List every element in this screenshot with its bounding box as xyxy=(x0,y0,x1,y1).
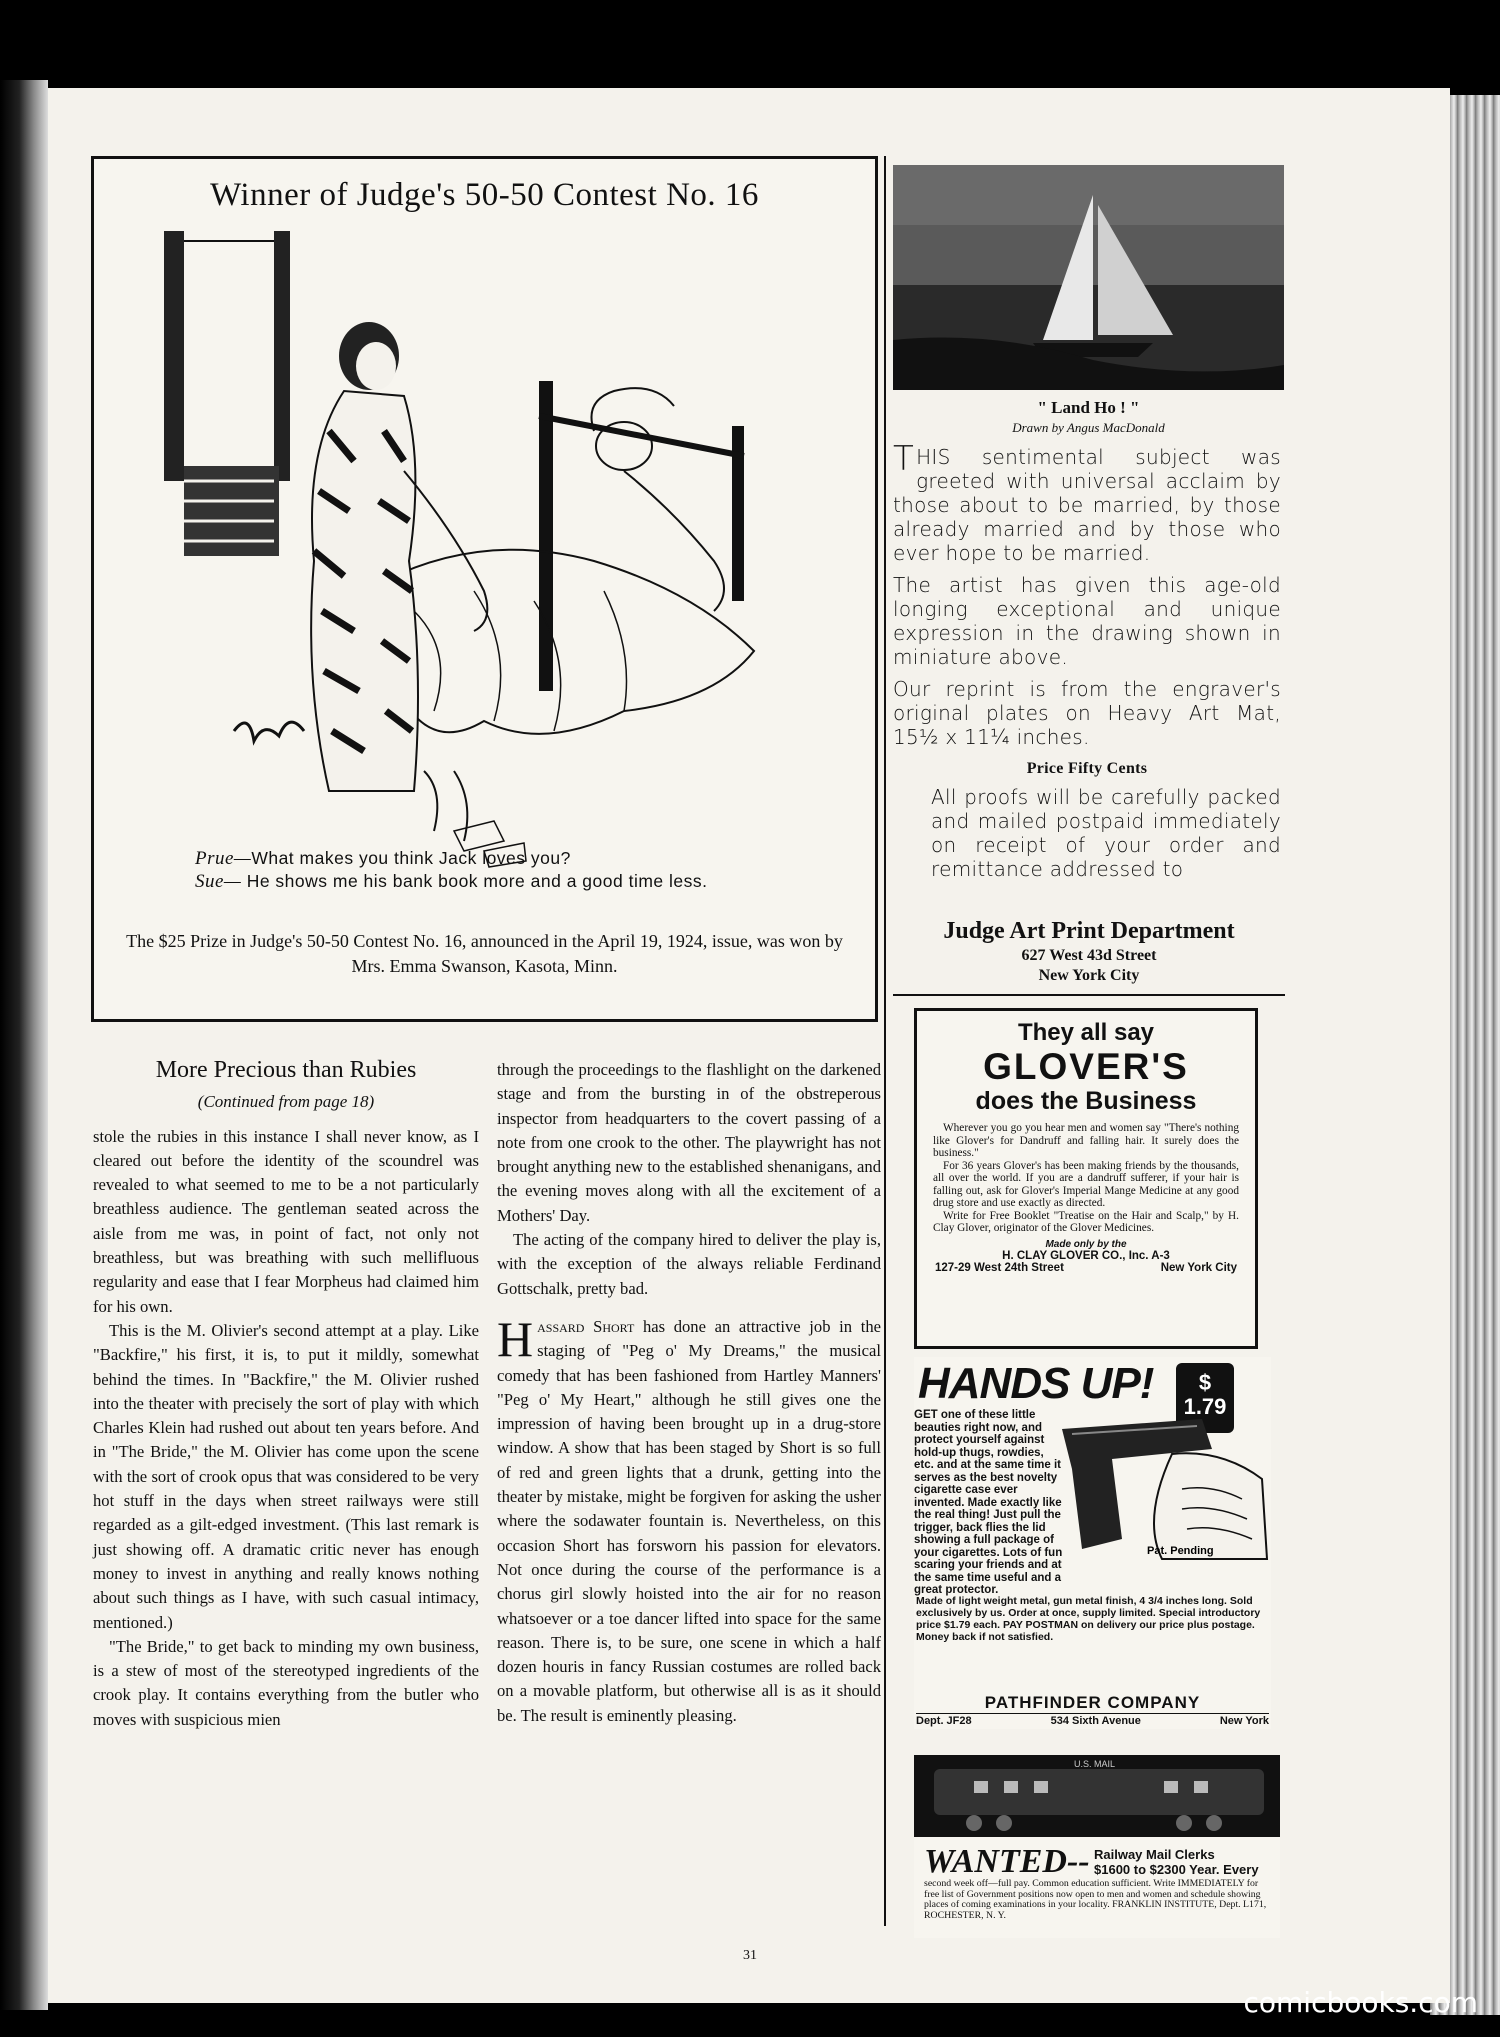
page-number: 31 xyxy=(743,1948,757,1963)
glover-heading: They all say xyxy=(1017,1019,1155,1046)
column-divider xyxy=(884,156,886,1926)
contest-box xyxy=(91,156,878,1022)
story-continued: (Continued from page 18) xyxy=(197,1092,375,1112)
wanted-body: second week off—full pay. Common education sufficient. Write IMMEDIATELY for free list of Government positions now open to men and women and schedule showing places of coming examinations in your locality. FRANKLIN INSTITUTE, Dept. L171, ROCHESTER, N. Y. xyxy=(924,1878,1267,1921)
glover-body: Wherever you go you hear men and women say "There's nothing like Glover's for Dandruff and falling hair. It surely does the business." For 36 years Glover's has been making friends by the thousands, all over the world. If you are a dandruff sufferer, if your hair is falling out, ask for Glover's Imperial Mange Medicine at any good drug store and use exactly as directed. Write for Free Booklet "Treatise on the Hair and Scalp," by H. Clay Glover, originator of the Glover Medicines. xyxy=(933,1122,1239,1234)
print-credit: Drawn by Angus MacDonald xyxy=(1012,420,1165,435)
story-paragraph-short: Hassard Short has done an attractive job in the staging of "Peg o' My Dreams," the musical comedy that has been fashioned from Hartley Manners' "Peg o' My Heart," although he still gives one the impression of having been brought up in a drug-store window. A show that has been staged by Short is so full of red and green lights that a drunk, getting into the theater by mistake, might be forgiven for asking the usher where the sodawater fountain is. Nevertheless, on this occasion Short has forsworn his passion for elevators. Not once during the course of the performance is a chorus girl slowly hoisted into the air for no reason whatsoever or a toe dancer lifted into space for the same reason. There is, to be sure, one scene in which a half dozen houris in fancy Russian costumes are rolled back on a movable platform, but otherwise all is as it should be. The result is eminently pleasing. xyxy=(497,1310,882,1725)
dept-title: Judge Art Print Department xyxy=(943,918,1235,944)
glover-made-by: Made only by the xyxy=(1045,1238,1127,1250)
story-paragraph: stole the rubies in this instance I shall never know, as I cleared out before the identity of the scoundrel was revealed to what seemed to me to be a not particularly breathless audience. The gentleman seated across the aisle from me was, in point of fact, not only not breathless, but was breathing with such mellifluous regularity and ease that I fear Morpheus had claimed him for his own. xyxy=(93,1126,479,1316)
dept-address: 627 West 43d Street New York City xyxy=(1021,947,1157,984)
cartoon-illustration xyxy=(154,231,834,921)
svg-text:U.S. MAIL: U.S. MAIL xyxy=(1074,1759,1116,1769)
mail-car-illustration xyxy=(914,1755,1280,1837)
divider xyxy=(893,994,1285,996)
glover-subheading: does the Business xyxy=(975,1087,1197,1115)
print-description xyxy=(893,439,1281,889)
print-title: " Land Ho ! " xyxy=(1037,398,1140,417)
glover-address: 127-29 West 24th Street New York City xyxy=(935,1261,1237,1274)
prize-note: The $25 Prize in Judge's 50-50 Contest No. 16, announced in the April 19, 1924, issue, was won by Mrs. Emma Swanson, Kasota, Minn. xyxy=(126,931,843,976)
mail-clerk-ad xyxy=(914,1755,1280,1938)
print-paragraph: All proofs will be carefully packed and mailed postpaid immediately on receipt of your order and remittance addressed to xyxy=(931,785,1281,881)
cartoon-caption xyxy=(195,847,708,893)
story-title: More Precious than Rubies xyxy=(155,1057,417,1083)
story-paragraph: "The Bride," to get back to minding my own business, is a stew of most of the stereotyped ingredients of the crook play. It contains everything from the butler who moves with suspicious mien xyxy=(93,1636,479,1729)
wanted-title: WANTED-- xyxy=(924,1843,1090,1880)
svg-text:Pat. Pending: Pat. Pending xyxy=(1147,1545,1214,1557)
print-price: Price Fifty Cents xyxy=(1026,760,1148,777)
wanted-subtitle: Railway Mail Clerks $1600 to $2300 Year. Every xyxy=(1094,1847,1259,1877)
caption-line-prue: Prue—What makes you think Jack loves you? xyxy=(195,848,571,869)
pistol-ad xyxy=(914,1357,1271,1729)
land-ho-print xyxy=(893,165,1284,390)
print-paragraph: The artist has given this age-old longing exceptional and unique expression in the drawing shown in miniature above. xyxy=(893,573,1281,669)
pistol-address: Dept. JF28 534 Sixth Avenue New York xyxy=(916,1715,1269,1727)
story-column-1 xyxy=(93,1058,479,1732)
pistol-ad-title: HANDS UP! xyxy=(918,1359,1154,1408)
print-paragraph: Our reprint is from the engraver's original plates on Heavy Art Mat, 15½ x 11¼ inches. xyxy=(893,677,1281,749)
pistol-company: PATHFINDER COMPANY xyxy=(984,1693,1201,1712)
caption-line-sue: Sue— He shows me his bank book more and a good time less. xyxy=(195,871,708,892)
book-spine-left xyxy=(0,80,48,2010)
glover-company: H. CLAY GLOVER CO., Inc. A-3 xyxy=(1002,1249,1170,1262)
pistol-ad-details: Made of light weight metal, gun metal finish, 4 3/4 inches long. Sold exclusively by us. Order at once, supply limited. Special introductory price $1.79 each. PAY POSTMAN on delivery our price plus postage. Money back if not satisfied. xyxy=(916,1595,1261,1643)
story-paragraph: This is the M. Olivier's second attempt at a play. Like "Backfire," his first, it is, to put it mildly, somewhat behind the times. In "Backfire," the M. Olivier rushed into the theater with precisely the sort of play with which Charles Klein had rushed out about ten years before. And in "The Bride," the M. Olivier has come upon the scene with the sort of crook opus that was considered to be very hot stuff in the days when street railways were still regarded as a gilt-edged investment. (This last remark is just showing off. A dramatic critic never has enough money to invest in anything and really knows nothing about such things as I have, with such casual intimacy, mentioned.) xyxy=(93,1320,479,1632)
pistol-illustration xyxy=(1052,1409,1272,1569)
pistol-ad-body: GET one of these little beauties right now, and protect yourself against hold-up thugs, rowdies, etc. and at the same time it serves as the best novelty cigarette case ever invented. Made exactly like the real thing! Just pull the trigger, back flies the lid showing a full package of your cigarettes. Lots of fun scaring your friends and at the same time useful and a great protector. xyxy=(914,1409,1063,1596)
site-watermark: comicbooks.com xyxy=(1243,1986,1478,2019)
pistol-price-tag: $ 1.79 xyxy=(1176,1363,1234,1433)
story-paragraph: through the proceedings to the flashlight on the darkened stage and from the bursting in of the obstreperous inspector from headquarters to the covert passing of a note from one crook to the other. The playwright has not brought anything new to the established shenanigans, and the evening moves along with all the excitement of a Mothers' Day. xyxy=(497,1060,881,1225)
story-paragraph: The acting of the company hired to deliver the play is, with the exception of the always reliable Ferdinand Gottschalk, pretty bad. xyxy=(497,1230,881,1298)
contest-title: Winner of Judge's 50-50 Contest No. 16 xyxy=(210,177,759,213)
glover-brand: GLOVER'S xyxy=(983,1046,1189,1087)
print-paragraph: THIS sentimental subject was greeted with universal acclaim by those about to be married, by those already married and by those who ever hope to be married. xyxy=(893,439,1281,565)
glover-ad xyxy=(914,1008,1258,1349)
drop-cap: H xyxy=(497,1310,534,1367)
story-column-2 xyxy=(497,1058,881,1728)
